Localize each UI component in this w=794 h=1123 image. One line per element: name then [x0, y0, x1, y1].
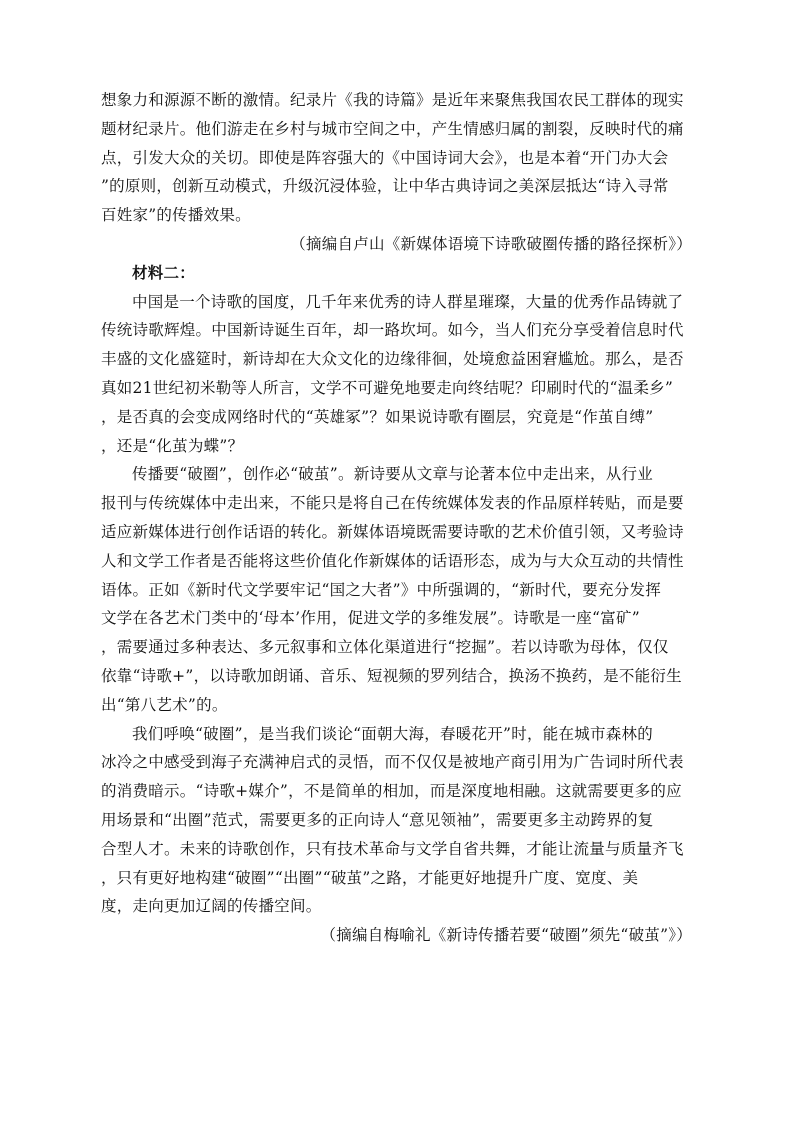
text-line: 想象力和源源不断的激情。纪录片《我的诗篇》是近年来聚焦我国农民工群体的现实: [101, 91, 684, 109]
text-line: 语体。正如《新时代文学要牢记“国之大者”》中所强调的，“新时代，要充分发挥: [101, 580, 662, 599]
text-line: ”的原则，创新互动模式，升级沉浸体验，让中华古典诗词之美深层抵达“诗入寻常: [101, 177, 669, 196]
text-line: 丰盛的文化盛筵时，新诗却在大众文化的边缘徘徊，处境愈益困窘尴尬。那么，是否: [101, 350, 684, 369]
text-line: 题材纪录片。他们游走在乡村与城市空间之中，产生情感归属的割裂，反映时代的痛: [101, 119, 684, 138]
document-body: [101, 86, 695, 950]
text-line: 冰冷之中感受到海子充满神启式的灵悟，而不仅仅是被地产商引用为广告词时所代表: [101, 753, 684, 772]
text-line: 度，走向更加辽阔的传播空间。: [101, 897, 322, 916]
text-line: 文学在各艺术门类中的‘母本’作用，促进文学的多维发展”。诗歌是一座“富矿”: [101, 609, 640, 628]
text-line: 合型人才。未来的诗歌创作，只有技术革命与文学自省共舞，才能让流量与质量齐飞: [101, 839, 684, 858]
material1-tail-paragraph: [101, 86, 695, 230]
text-line: 用场景和“出圈”范式，需要更多的正向诗人“意见领袖”，需要更多主动跨界的复: [101, 810, 654, 829]
text-line: 我们呼唤“破圈”，是当我们谈论“面朝大海，春暖花开”时，能在城市森林的: [132, 724, 653, 743]
material2-paragraph-2: [101, 460, 695, 719]
text-line: ，是否真的会变成网络时代的“英雄冢”？如果说诗歌有圈层，究竟是“作茧自缚”: [101, 407, 654, 426]
text-line: 依靠“诗歌+”，以诗歌加朗诵、音乐、短视频的罗列结合，换汤不换药，是不能衍生: [101, 666, 682, 685]
text-line: 点，引发大众的关切。即使是阵容强大的《中国诗词大会》，也是本着“开门办大会: [101, 148, 669, 167]
text-line: ，只有更好地构建“破圈”“出圈”“破茧”之路，才能更好地提升广度、宽度、美: [101, 868, 639, 887]
text-line: 百姓家”的传播效果。: [101, 206, 251, 225]
text-line: 真如21世纪初米勒等人所言，文学不可避免地要走向终结呢？印刷时代的“温柔乡”: [101, 378, 674, 397]
text-line: 中国是一个诗歌的国度，几千年来优秀的诗人群星璀璨，大量的优秀作品铸就了: [132, 292, 684, 311]
text-line: 的消费暗示。“诗歌+媒介”，不是简单的相加，而是深度地相融。这就需要更多的应: [101, 782, 682, 801]
material2-heading: 材料二：: [132, 262, 196, 282]
text-line: 适应新媒体进行创作话语的转化。新媒体语境既需要诗歌的艺术价值引领，又考验诗: [101, 522, 684, 541]
source-citation-1: （摘编自卢山《新媒体语境下诗歌破圈传播的路径探析》）: [290, 234, 692, 253]
text-line: ，还是“化茧为蝶”？: [101, 436, 244, 455]
text-line: 出“第八艺术”的。: [101, 695, 228, 714]
text-line: 人和文学工作者是否能将这些价值化作新媒体的话语形态，成为与大众互动的共情性: [101, 551, 684, 570]
source-citation-2: （摘编自梅喻礼《新诗传播若要“破圈”须先“破茧”》）: [320, 926, 692, 945]
material2-paragraph-1: [101, 288, 695, 461]
text-line: 传播要“破圈”，创作必“破茧”。新诗要从文章与论著本位中走出来，从行业: [132, 465, 653, 484]
text-line: 传统诗歌辉煌。中国新诗诞生百年，却一路坎坷。如今，当人们充分享受着信息时代: [101, 321, 684, 340]
material2-paragraph-3: [101, 720, 695, 922]
text-line: ，需要通过多种表达、多元叙事和立体化渠道进行“挖掘”。若以诗歌为母体，仅仅: [101, 638, 669, 657]
text-line: 报刊与传统媒体中走出来，不能只是将自己在传统媒体发表的作品原样转贴，而是要: [101, 494, 684, 513]
